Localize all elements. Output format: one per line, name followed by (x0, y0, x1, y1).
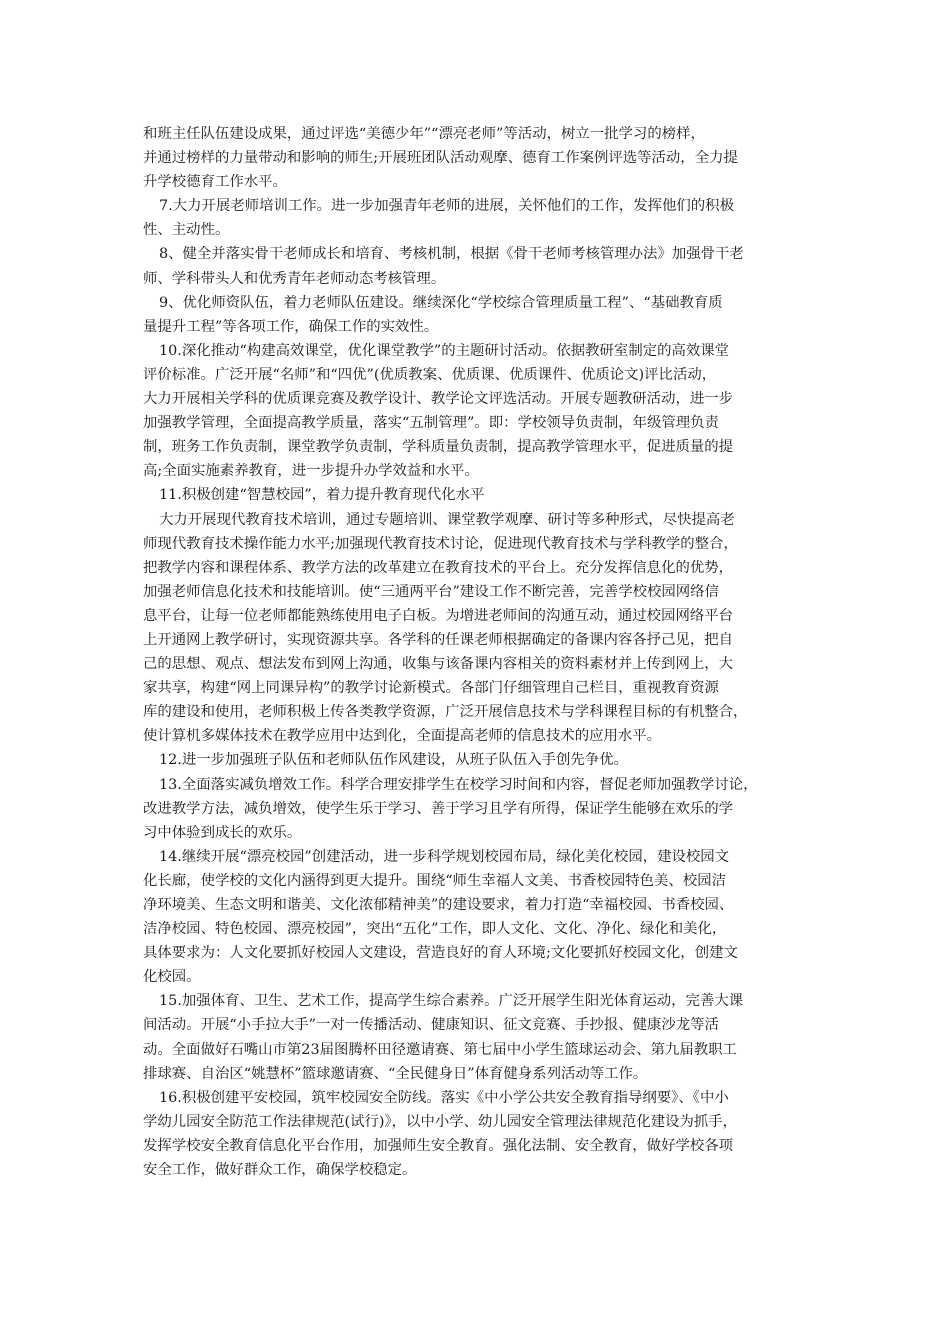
paragraph-p10 (143, 339, 815, 484)
text-line: 具体要求为：人文化要抓好校园人文建设，营造良好的育人环境;文化要抓好校园文化，创建文 (143, 945, 738, 962)
text-line: 7.大力开展老师培训工作。进一步加强青年老师的进展，关怀他们的工作，发挥他们的积极 (159, 198, 734, 215)
text-line: 使计算机多媒体技术在教学应用中达到化，全面提高老师的信息技术的应用水平。 (143, 728, 662, 745)
text-line: 加强教学管理，全面提高教学质量，落实“五制管理”。即：学校领导负责制，年级管理负责 (143, 415, 719, 432)
paragraph-p12 (143, 748, 815, 772)
text-line: 把教学内容和课程体系、教学方法的改革建立在教育技术的平台上。充分发挥信息化的优势， (143, 559, 734, 576)
text-line: 洁净校园、特色校园、漂亮校园”，突出“五化”工作，即人文化、文化、净化、绿化和美化， (143, 921, 727, 938)
paragraph-p11b (143, 508, 815, 749)
text-line: 14.继续开展“漂亮校园”创建活动，进一步科学规划校园布局，绿化美化校园，建设校园文 (159, 848, 730, 865)
text-line: 大力开展现代教育技术培训，通过专题培训、课堂教学观摩、研讨等多种形式，尽快提高老 (159, 511, 735, 528)
text-line: 量提升工程”等各项工作，确保工作的实效性。 (143, 318, 439, 335)
paragraph-p14 (143, 845, 815, 990)
text-line: 排球赛、自治区“姚慧杯”篮球邀请赛、“全民健身日”体育健身系列活动等工作。 (143, 1065, 648, 1082)
paragraph-p9 (143, 291, 815, 339)
text-line: 家共享，构建“网上同课异构”的教学讨论新模式。各部门仔细管理自己栏目，重视教育资源 (143, 680, 719, 697)
text-line: 10.深化推动“构建高效课堂，优化课堂教学”的主题研讨活动。依据教研室制定的高效课堂 (159, 342, 730, 359)
text-line: 16.积极创建平安校园，筑牢校园安全防线。落实《中小学公共安全教育指导纲要》、《中小 (159, 1089, 729, 1106)
text-line: 制，班务工作负责制，课堂教学负责制，学科质量负责制，提高教学管理水平，促进质量的提 (143, 439, 734, 456)
paragraph-p0 (143, 122, 815, 194)
text-line: 库的建设和使用，老师积极上传各类教学资源，广泛开展信息技术与学科课程目标的有机整合， (143, 704, 748, 721)
text-line: 和班主任队伍建设成果，通过评选“美德少年”“漂亮老师”等活动，树立一批学习的榜样， (143, 126, 705, 142)
paragraph-p13 (143, 773, 815, 845)
text-line: 大力开展相关学科的优质课竞赛及教学设计、教学论文评选活动。开展专题教研活动，进一步 (143, 391, 734, 408)
text-line: 动。全面做好石嘴山市第23届图腾杯田径邀请赛、第七届中小学生篮球运动会、第九届教职工 (143, 1041, 737, 1058)
text-line: 13.全面落实减负增效工作。科学合理安排学生在校学习时间和内容，督促老师加强教学讨论， (159, 776, 758, 793)
text-line: 加强老师信息化技术和技能培训。使“三通两平台”建设工作不断完善，完善学校校园网络信 (143, 583, 719, 600)
text-line: 升学校德育工作水平。 (143, 174, 287, 191)
text-line: 8、健全并落实骨干老师成长和培育、考核机制，根据《骨干老师考核管理办法》加强骨干老 (159, 246, 744, 263)
text-line: 上开通网上教学研讨，实现资源共享。各学科的任课老师根据确定的备课内容各抒己见，把自 (143, 631, 734, 648)
text-line: 习中体验到成长的欢乐。 (143, 824, 302, 841)
text-line: 15.加强体育、卫生、艺术工作，提高学生综合素养。广泛开展学生阳光体育运动，完善大课 (159, 993, 744, 1010)
text-line: 评价标准。广泛开展“名师”和“四优”(优质教案、优质课、优质课件、优质论文)评比活动， (143, 366, 717, 383)
paragraph-p15 (143, 989, 815, 1085)
paragraph-p11 (143, 483, 815, 507)
text-line: 间活动。开展“小手拉大手”一对一传播活动、健康知识、征文竞赛、手抄报、健康沙龙等活 (143, 1017, 719, 1034)
text-line: 师、学科带头人和优秀青年老师动态考核管理。 (143, 270, 446, 287)
text-line: 化长廊，使学校的文化内涵得到更大提升。围绕“师生幸福人文美、书香校园特色美、校园洁 (143, 872, 726, 889)
text-line: 11.积极创建“智慧校园”，着力提升教育现代化水平 (159, 487, 485, 504)
text-line: 安全工作，做好群众工作，确保学校稳定。 (143, 1162, 417, 1179)
text-line: 息平台，让每一位老师都能熟练使用电子白板。为增进老师间的沟通互动，通过校园网络平台 (143, 607, 734, 624)
text-line: 发挥学校安全教育信息化平台作用，加强师生安全教育。强化法制、安全教育，做好学校各项 (143, 1137, 734, 1154)
text-line: 12.进一步加强班子队伍和老师队伍作风建设，从班子队伍入手创先争优。 (159, 752, 628, 769)
text-line: 高;全面实施素养教育，进一步提升办学效益和水平。 (143, 463, 479, 480)
text-line: 净环境美、生态文明和谐美、文化浓郁精神美”的建设要求，着力打造“幸福校园、书香校园、 (143, 897, 734, 913)
paragraph-p7 (143, 194, 815, 242)
text-line: 性、主动性。 (143, 222, 230, 239)
text-line: 己的思想、观点、想法发布到网上沟通，收集与该备课内容相关的资料素材并上传到网上，大 (143, 656, 734, 673)
text-line: 化校园。 (143, 969, 201, 986)
text-line: 并通过榜样的力量带动和影响的师生;开展班团队活动观摩、德育工作案例评选等活动，全力提 (143, 150, 738, 167)
paragraph-p8 (143, 242, 815, 290)
text-line: 9、优化师资队伍，着力老师队伍建设。继续深化“学校综合管理质量工程”、“基础教育质 (159, 294, 723, 311)
text-line: 改进教学方法，减负增效，使学生乐于学习、善于学习且学有所得，保证学生能够在欢乐的学 (143, 800, 734, 817)
text-line: 学幼儿园安全防范工作法律规范(试行)》，以中小学、幼儿园安全管理法律规范化建设为抓手， (143, 1113, 738, 1130)
paragraph-p16 (143, 1086, 815, 1182)
document-body (143, 122, 815, 1182)
text-line: 师现代教育技术操作能力水平;加强现代教育技术讨论，促进现代教育技术与学科教学的整合， (143, 535, 738, 552)
